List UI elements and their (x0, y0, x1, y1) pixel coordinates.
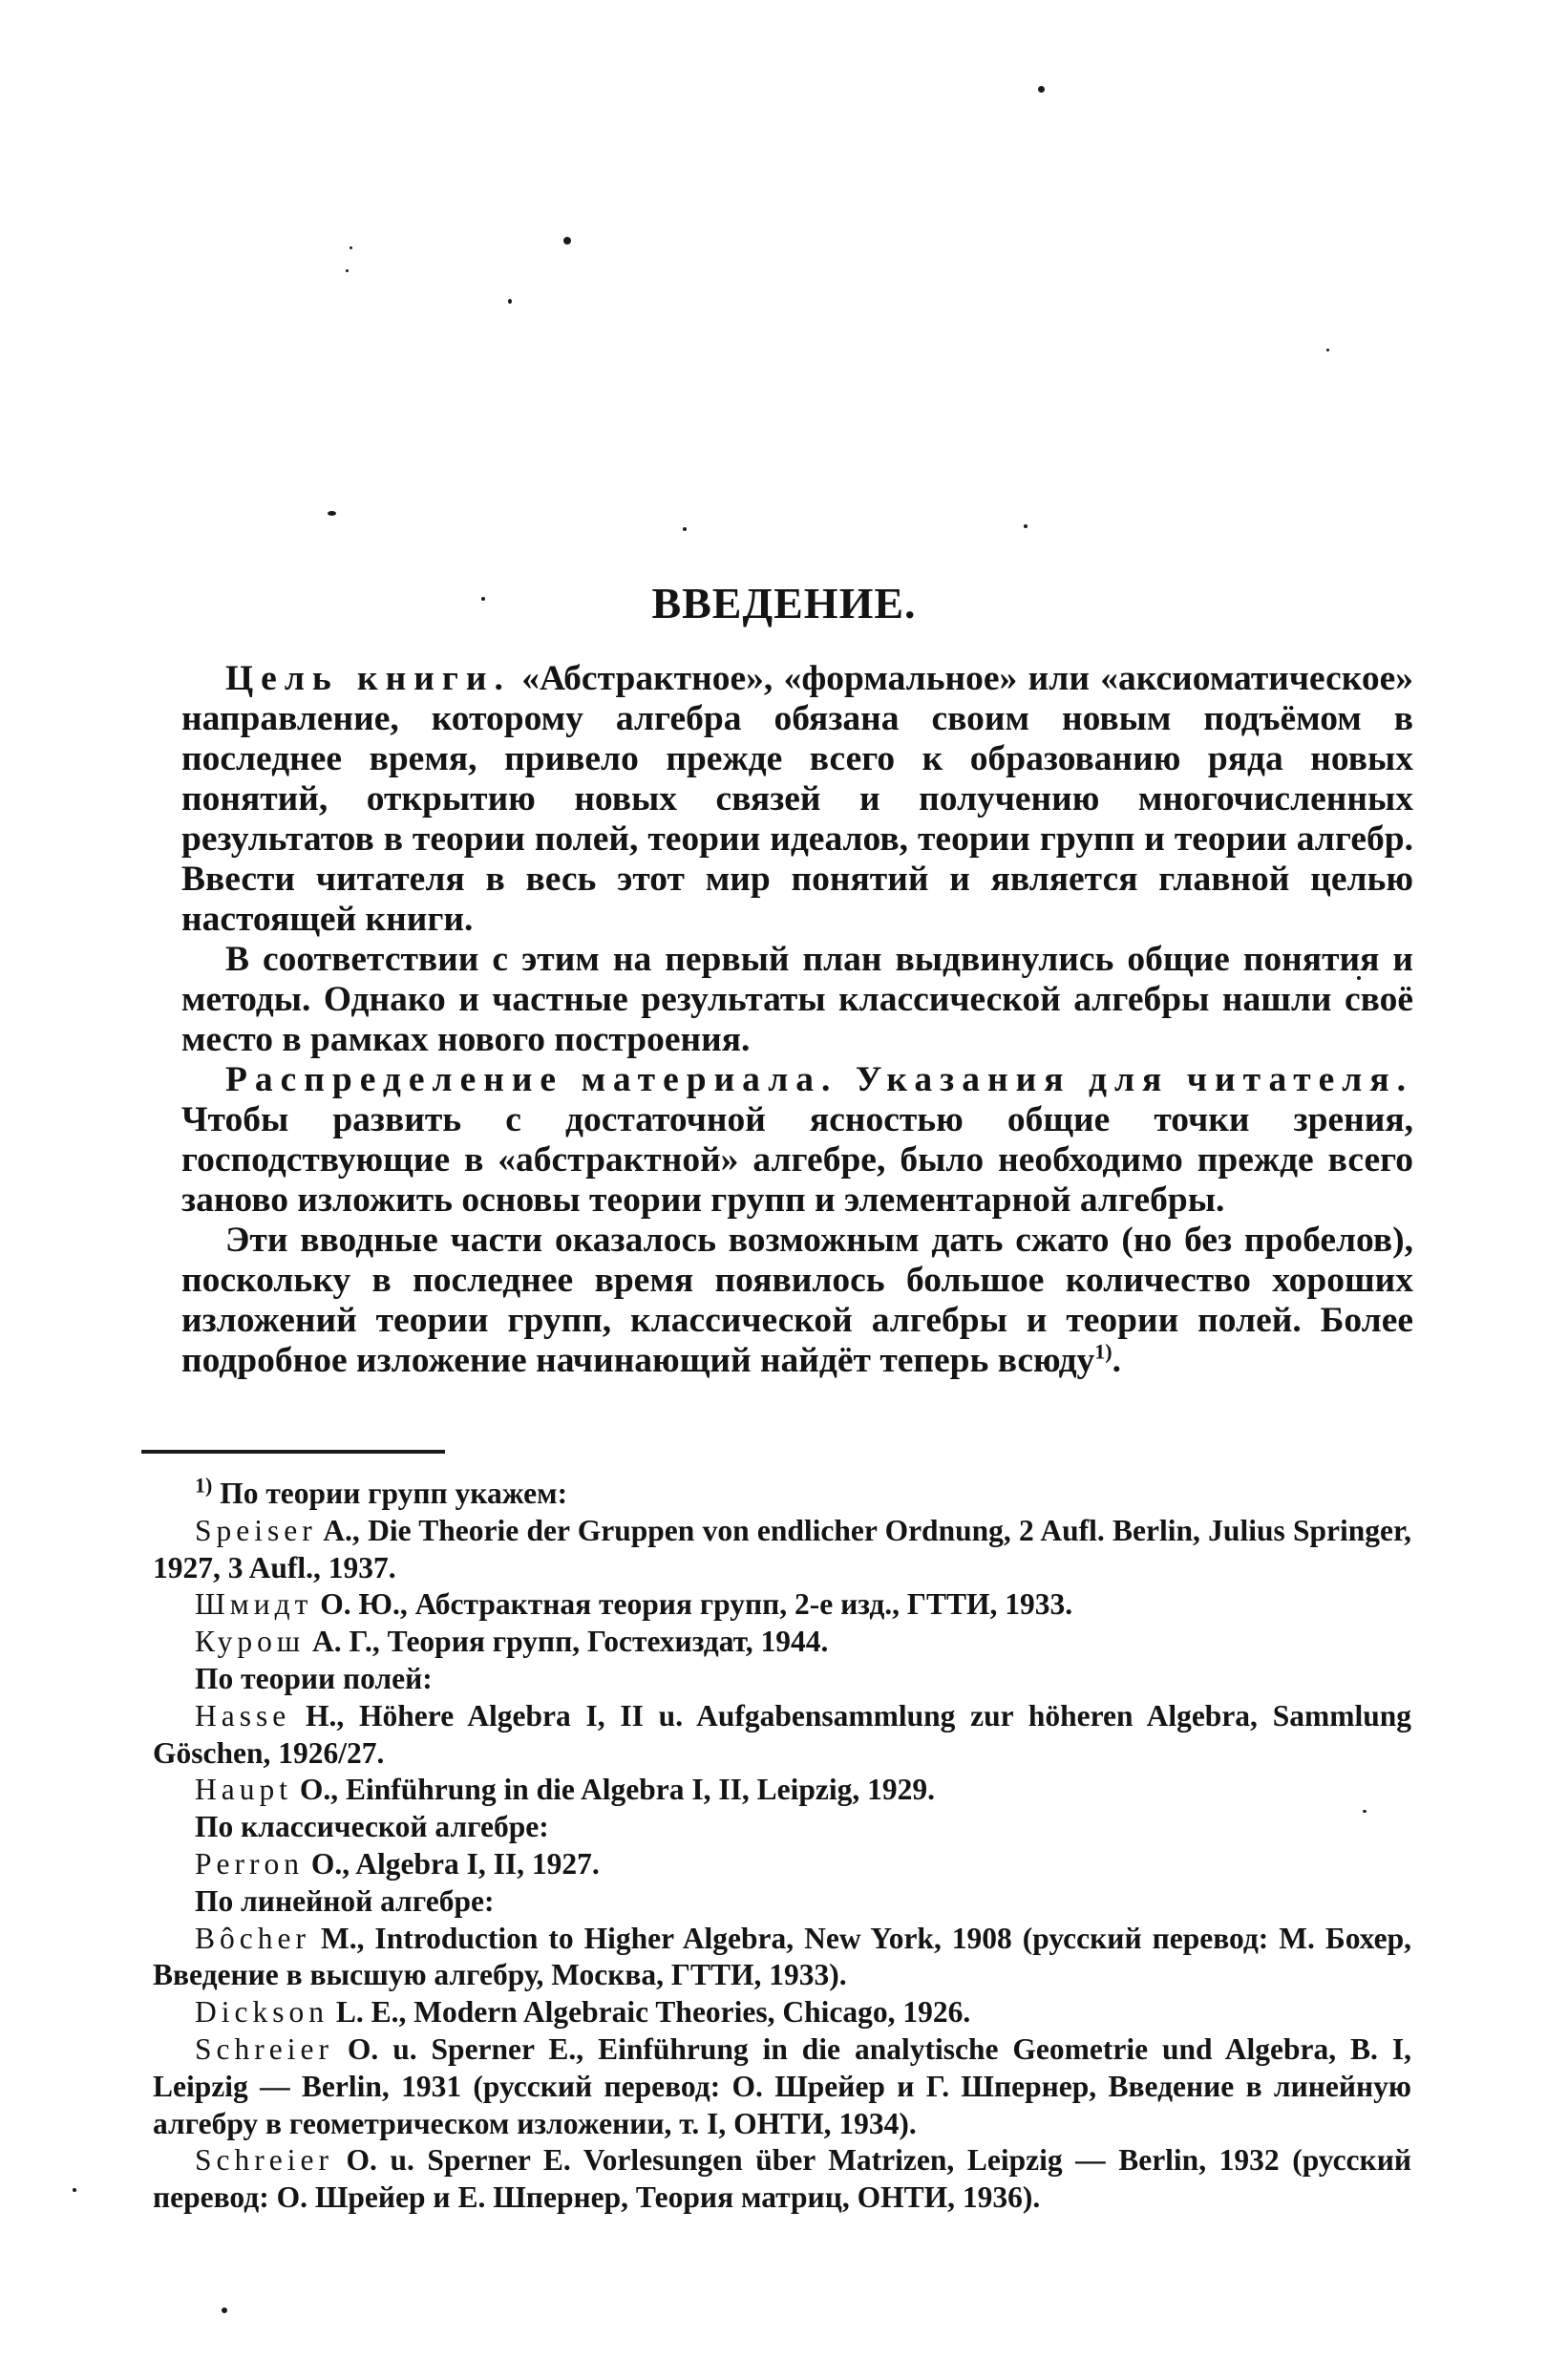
footnote-divider (141, 1450, 445, 1454)
paragraph-text: В соответствии с этим на первый план выдвинулись общие понятия и методы. Однако и частные результаты классической алгебры нашли своё место в рамках нового построения. (181, 940, 1413, 1059)
footnote-text: M., Introduction to Higher Algebra, New York, 1908 (русский перевод: М. Бохер, Введение в высшую алгебру, Москва, ГТТИ, 1933). (153, 1921, 1411, 1992)
scan-speck (508, 299, 512, 304)
footnote-text: O. u. Sperner E., Einführung in die analytische Geometrie und Algebra, B. I, Leipzig — Berlin, 1931 (русский перевод: О. Шрейер и Г. Шпернер, Введение в линейную алгебру в геометрическом изложении, т. I, ОНТИ, 1934). (153, 2031, 1411, 2140)
footnote-author: Schreier (195, 2143, 333, 2178)
scan-speck (563, 237, 571, 245)
footnote-reference (153, 1772, 1411, 1809)
scan-speck (222, 2307, 227, 2313)
footnote-author: Dickson (195, 1995, 328, 2030)
paragraph (181, 940, 1413, 1060)
footnote-text: L. E., Modern Algebraic Theories, Chicago, 1926. (328, 1995, 971, 2030)
footnote-author: Курош (195, 1625, 306, 1659)
scan-speck (73, 2188, 76, 2192)
paragraph-end: . (1112, 1341, 1121, 1380)
footnote-text: По теории полей: (195, 1661, 433, 1695)
scan-speck (1326, 349, 1329, 351)
footnote-author: Bôcher (195, 1921, 310, 1955)
footnotes (153, 1473, 1411, 2217)
footnote-text: По линейной алгебре: (195, 1883, 495, 1918)
footnote-text: По теории групп укажем: (212, 1477, 568, 1510)
footnote-heading (153, 1473, 1411, 1513)
footnote-text: O. u. Sperner E. Vorlesungen über Matrizen, Leipzig — Berlin, 1932 (русский перевод: О. Шрейер и Е. Шпернер, Теория матриц, ОНТИ, 1936). (153, 2143, 1411, 2215)
footnote-reference (153, 1994, 1411, 2031)
paragraph-text: Эти вводные части оказалось возможным дать сжато (но без пробелов), поскольку в последнее время появилось большое количество хороших изложений теории групп, классической алгебры и теории полей. Более подробное изложение начинающий найдёт теперь всюду (181, 1221, 1413, 1380)
footnote-author: Шмидт (195, 1587, 313, 1622)
footnote-heading (153, 1809, 1411, 1846)
footnote-author: Perron (195, 1846, 304, 1881)
footnote-reference (153, 2031, 1411, 2142)
footnote-author: Haupt (195, 1773, 292, 1807)
scan-speck (346, 269, 349, 272)
footnote-reference (153, 2142, 1411, 2217)
paragraph (181, 659, 1413, 940)
footnote-text: H., Höhere Algebra I, II u. Aufgabensammlung zur höheren Algebra, Sammlung Göschen, 1926/27. (153, 1698, 1411, 1770)
section-lead: Распределение материала. Указания для читателя. (225, 1060, 1413, 1099)
footnote-text: O., Einführung in die Algebra I, II, Leipzig, 1929. (291, 1773, 935, 1807)
footnote-number: 1) (195, 1473, 213, 1498)
scan-speck (1038, 86, 1045, 93)
section-lead: Цель книги. (225, 659, 511, 698)
footnote-text: По классической алгебре: (195, 1810, 549, 1844)
footnote-author: Hasse (195, 1698, 291, 1733)
footnote-heading (153, 1883, 1411, 1921)
footnote-reference (153, 1586, 1411, 1624)
footnote-author: Speiser (195, 1513, 317, 1547)
footnote-reference (153, 1921, 1411, 1995)
page-title: ВВЕДЕНИЕ. (651, 579, 917, 627)
scan-speck (350, 246, 352, 249)
footnote-text: O., Algebra I, II, 1927. (303, 1846, 600, 1881)
footnote-heading (153, 1661, 1411, 1698)
footnote-marker: 1) (1094, 1339, 1112, 1364)
paragraph-text: Чтобы развить с достаточной ясностью общие точки зрения, господствующие в «абстрактной» алгебре, было необходимо прежде всего заново изложить основы теории групп и элементарной алгебры. (181, 1100, 1413, 1220)
footnote-text: А. Г., Теория групп, Гостехиздат, 1944. (305, 1625, 829, 1659)
footnote-reference (153, 1846, 1411, 1883)
footnote-author: Schreier (195, 2031, 333, 2066)
footnote-text: A., Die Theorie der Gruppen von endlicher Ordnung, 2 Aufl. Berlin, Julius Springer, 1927, 3 Aufl., 1937. (153, 1513, 1411, 1584)
footnote-text: О. Ю., Абстрактная теория групп, 2-е изд., ГТТИ, 1933. (312, 1587, 1073, 1622)
footnote-reference (153, 1513, 1411, 1587)
paragraph (181, 1060, 1413, 1221)
footnote-reference (153, 1698, 1411, 1773)
footnote-reference (153, 1624, 1411, 1661)
paragraph (181, 1221, 1413, 1381)
introduction-body (181, 659, 1413, 1381)
scan-speck (1024, 524, 1028, 528)
scan-speck (328, 511, 336, 516)
paragraph-text: «Абстрактное», «формальное» или «аксиоматическое» направление, которому алгебра обязана своим новым подъёмом в последнее время, привело прежде всего к образованию ряда новых понятий, открытию новых связей и получению многочисленных результатов в теории полей, теории идеалов, теории групп и теории алгебр. Ввести читателя в весь этот мир понятий и является главной целью настоящей книги. (181, 659, 1413, 939)
scan-speck (683, 527, 687, 531)
